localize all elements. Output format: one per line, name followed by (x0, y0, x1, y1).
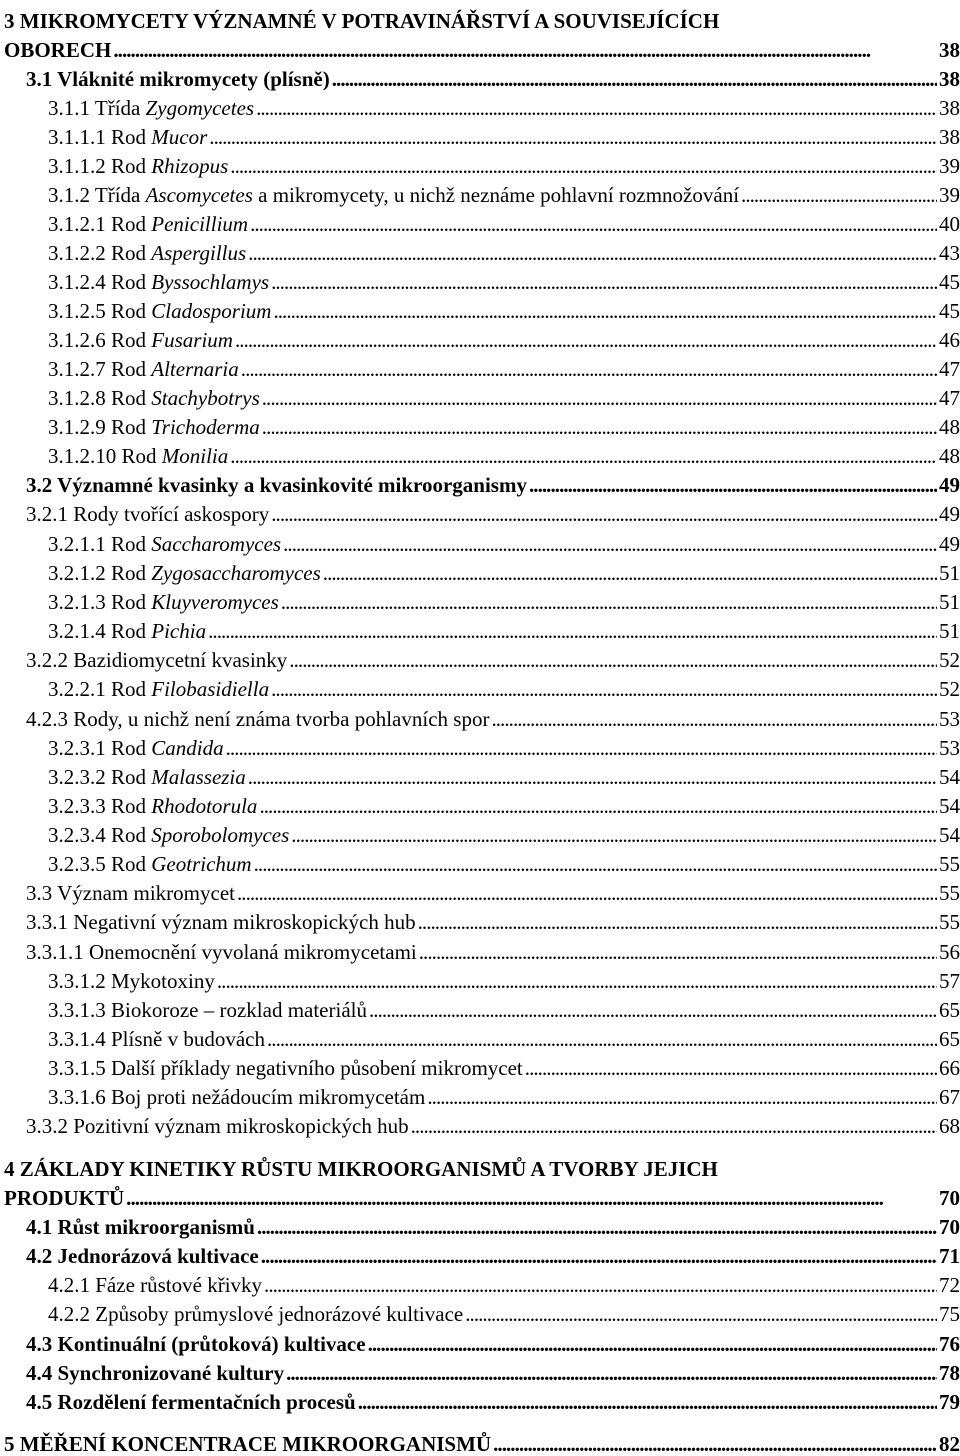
toc-page-number: 51 (939, 561, 960, 585)
toc-entry-title (48, 241, 246, 265)
toc-entry-title-part: 4.3 Kontinuální (průtoková) kultivace (26, 1332, 366, 1356)
toc-entry-title-part: 3.1.1 Třída (48, 96, 146, 120)
toc-entry-title-italic: Fusarium (151, 328, 233, 352)
toc-page-number: 56 (939, 940, 960, 964)
toc-entry-title-part: 4.2.2 Způsoby průmyslové jednorázové kultivace (48, 1302, 464, 1326)
toc-entry-title (26, 940, 417, 964)
toc-entry[interactable] (48, 818, 960, 847)
toc-page-number: 53 (939, 736, 960, 760)
dot-leader (261, 1244, 937, 1268)
toc-page-number: 47 (939, 386, 960, 410)
toc-entry-title-part: 3.1.2.5 Rod (48, 299, 152, 323)
dot-leader (259, 794, 937, 818)
toc-page-number: 57 (939, 969, 960, 993)
toc-entry[interactable] (48, 323, 960, 352)
dot-leader (465, 1302, 937, 1326)
dot-leader (113, 38, 937, 62)
toc-entry-title-italic: Kluyveromyces (151, 590, 279, 614)
toc-entry-title-part: OBORECH (4, 38, 112, 62)
dot-leader (230, 444, 937, 468)
toc-entry[interactable] (48, 993, 960, 1022)
toc-entry[interactable] (48, 760, 960, 789)
toc-entry-title-part: 3.2.1.1 Rod (48, 532, 152, 556)
toc-page-number: 46 (939, 328, 960, 352)
toc-entry-title (26, 648, 287, 672)
dot-leader (358, 1390, 937, 1414)
toc-entry[interactable] (48, 178, 960, 207)
toc-entry-title (48, 328, 233, 352)
toc-entry-title-part: 3.1.1.2 Rod (48, 154, 152, 178)
toc-entry-title-part: 3.1.2.8 Rod (48, 386, 152, 410)
dot-leader (368, 1332, 937, 1356)
toc-entry-title-italic: Monilia (161, 444, 229, 468)
toc-entry[interactable] (26, 702, 960, 731)
toc-page-number: 47 (939, 357, 960, 381)
toc-entry-title-part: 3.2.2 Bazidiomycetní kvasinky (26, 648, 288, 672)
toc-page-number: 38 (939, 96, 960, 120)
toc-chapter-heading: 4 ZÁKLADY KINETIKY RŮSTU MIKROORGANISMŮ A TVORBY JEJICH (4, 1157, 718, 1181)
toc-entry-title-part: 3.3.2 Pozitivní význam mikroskopických hub (26, 1114, 409, 1138)
dot-leader (126, 1186, 937, 1210)
toc-entry-title-part: 3.2 Významné kvasinky a kvasinkovité mikroorganismy (26, 473, 527, 497)
toc-entry[interactable] (48, 294, 960, 323)
toc-entry-title-part: 4.1 Růst mikroorganismů (26, 1215, 255, 1239)
toc-entry-title-italic: Pichia (151, 619, 207, 643)
toc-entry[interactable] (26, 497, 960, 526)
toc-page-number: 38 (939, 125, 960, 149)
toc-entry[interactable] (26, 62, 960, 91)
dot-leader (262, 415, 937, 439)
toc-page-number: 39 (939, 154, 960, 178)
dot-leader (248, 765, 937, 789)
toc-entry-title-part: 4.2.1 Fáze růstové křivky (48, 1273, 263, 1297)
toc-entry[interactable] (48, 91, 960, 120)
toc-entry-title-italic: Rhodotorula (151, 794, 258, 818)
toc-entry-title-italic: Zygosaccharomyces (151, 561, 321, 585)
toc-page-number: 52 (939, 648, 960, 672)
dot-leader (491, 707, 937, 731)
toc-entry-title (26, 707, 489, 731)
toc-entry-title (26, 473, 527, 497)
toc-page-number: 65 (939, 1027, 960, 1051)
dot-leader (271, 270, 937, 294)
toc-entry-title (26, 910, 416, 934)
toc-entry[interactable] (26, 1327, 960, 1356)
toc-page-number: 49 (939, 473, 960, 497)
toc-entry[interactable] (48, 527, 960, 556)
dot-leader (419, 940, 937, 964)
toc-entry-title-italic: Malassezia (151, 765, 246, 789)
toc-entry-title-italic: Rhizopus (151, 154, 229, 178)
toc-entry-title (48, 1027, 265, 1051)
dot-leader (208, 619, 937, 643)
toc-entry-title (48, 154, 228, 178)
toc-page-number: 79 (939, 1390, 960, 1414)
toc-entry-title-part: 3.1.2 Třída (48, 183, 146, 207)
dot-leader (291, 823, 937, 847)
toc-entry-title-italic: Byssochlamys (151, 270, 270, 294)
toc-entry-title (48, 736, 224, 760)
toc-page-number: 38 (939, 38, 960, 62)
toc-page-number: 72 (939, 1273, 960, 1297)
toc-entry-title-italic: Zygomycetes (145, 96, 255, 120)
toc-page-number: 45 (939, 299, 960, 323)
toc-entry-title-part: 3.2.3.4 Rod (48, 823, 152, 847)
dot-leader (209, 125, 937, 149)
toc-entry[interactable] (26, 876, 960, 905)
toc-entry-title (26, 67, 330, 91)
toc-page-number: 54 (939, 823, 960, 847)
toc-entry-title (26, 502, 269, 526)
toc-entry-title-part: 3.2.1 Rody tvořící askospory (26, 502, 270, 526)
toc-page-number: 70 (939, 1215, 960, 1239)
toc-entry[interactable] (26, 905, 960, 934)
toc-entry-title-part: 3.2.3.1 Rod (48, 736, 152, 760)
toc-entry[interactable] (48, 381, 960, 410)
dot-leader (525, 1056, 937, 1080)
toc-entry[interactable] (48, 207, 960, 236)
dot-leader (273, 299, 937, 323)
toc-entry[interactable] (26, 1109, 960, 1138)
toc-page-number: 65 (939, 998, 960, 1022)
toc-entry-title (26, 881, 235, 905)
toc-entry-title (48, 561, 321, 585)
toc-entry-title (48, 969, 215, 993)
toc-entry[interactable] (26, 1210, 960, 1239)
toc-entry-title (26, 1390, 356, 1414)
toc-entry[interactable] (48, 1297, 960, 1326)
toc-entry-title (48, 765, 246, 789)
toc-entry-title-part: 3.3.1.6 Boj proti nežádoucím mikromycetám (48, 1085, 426, 1109)
toc-page-number: 76 (939, 1332, 960, 1356)
toc-entry[interactable] (48, 672, 960, 701)
toc-entry[interactable] (48, 410, 960, 439)
toc-page-number: 51 (939, 619, 960, 643)
toc-page-number: 71 (939, 1244, 960, 1268)
toc-entry-title-part: a mikromycety, u nichž neznáme pohlavní rozmnožování (252, 183, 740, 207)
dot-leader (271, 502, 937, 526)
toc-page-number: 54 (939, 765, 960, 789)
toc-entry-title-italic: Ascomycetes (145, 183, 253, 207)
dot-leader (217, 969, 937, 993)
toc-entry-title (48, 96, 254, 120)
toc-entry-title-italic: Filobasidiella (151, 677, 270, 701)
dot-leader (271, 677, 937, 701)
toc-page-number: 48 (939, 444, 960, 468)
toc-entry-title-part: 3.3 Význam mikromycet (26, 881, 235, 905)
toc-page-number: 45 (939, 270, 960, 294)
dot-leader (248, 241, 937, 265)
toc-entry[interactable] (48, 439, 960, 468)
toc-entry-title (48, 794, 257, 818)
toc-entry-title-part: 3.1.2.7 Rod (48, 357, 152, 381)
dot-leader (257, 1215, 937, 1239)
toc-entry-title-part: 3.1.2.9 Rod (48, 415, 152, 439)
toc-entry-title (48, 444, 228, 468)
toc-entry-title (48, 183, 739, 207)
toc-entry-title-part: 4.4 Synchronizované kultury (26, 1361, 285, 1385)
toc-page-number: 70 (939, 1186, 960, 1210)
toc-entry-title (48, 532, 281, 556)
toc-entry[interactable] (4, 1427, 960, 1456)
toc-entry-title (48, 386, 260, 410)
dot-leader (741, 183, 937, 207)
toc-entry-title-part: 3.1.2.1 Rod (48, 212, 152, 236)
dot-leader (254, 852, 937, 876)
toc-entry-title-part: 5 MĚŘENÍ KONCENTRACE MIKROORGANISMŮ (4, 1432, 492, 1456)
toc-entry[interactable] (26, 1239, 960, 1268)
toc-page-number: 51 (939, 590, 960, 614)
toc-entry[interactable] (48, 1051, 960, 1080)
toc-entry-title (48, 270, 269, 294)
toc-entry[interactable] (48, 731, 960, 760)
toc-entry-title-italic: Sporobolomyces (151, 823, 290, 847)
toc-page-number: 43 (939, 241, 960, 265)
toc-entry-title (48, 299, 271, 323)
toc-entry-title-part: 3.3.1.2 Mykotoxiny (48, 969, 215, 993)
toc-page-number: 53 (939, 707, 960, 731)
dot-leader (281, 590, 937, 614)
toc-entry-title (48, 677, 269, 701)
toc-page-number: 55 (939, 881, 960, 905)
toc-entry[interactable] (48, 789, 960, 818)
toc-entry[interactable] (48, 149, 960, 178)
toc-entry-title-part: 4.5 Rozdělení fermentačních procesů (26, 1390, 356, 1414)
toc-entry-title-part: 3.1 Vláknité mikromycety (plísně) (26, 67, 330, 91)
toc-page-number: 66 (939, 1056, 960, 1080)
dot-leader (237, 881, 937, 905)
toc-entry[interactable] (26, 935, 960, 964)
toc-entry-title-part: PRODUKTŮ (4, 1186, 125, 1210)
toc-page-number: 40 (939, 212, 960, 236)
toc-entry-title-part: 4.2 Jednorázová kultivace (26, 1244, 259, 1268)
toc-entry-title-part: 3.2.3.5 Rod (48, 852, 152, 876)
toc-page-number: 82 (939, 1432, 960, 1456)
toc-entry-title-part: 3.3.1.5 Další příklady negativního působení mikromycet (48, 1056, 523, 1080)
toc-page-number: 49 (939, 532, 960, 556)
toc-entry-title-part: 3.3.1.3 Biokoroze – rozklad materiálů (48, 998, 367, 1022)
toc-entry[interactable] (48, 585, 960, 614)
toc-entry-title-part: 3.3.1.4 Plísně v budovách (48, 1027, 265, 1051)
toc-entry-title (26, 1332, 366, 1356)
toc-page-number: 75 (939, 1302, 960, 1326)
toc-entry[interactable] (48, 265, 960, 294)
toc-entry[interactable] (48, 1268, 960, 1297)
dot-leader (235, 328, 937, 352)
toc-entry-title-part: 3.2.1.3 Rod (48, 590, 152, 614)
toc-entry-title (4, 1186, 124, 1210)
toc-entry-title (48, 212, 248, 236)
toc-page-number: 54 (939, 794, 960, 818)
toc-entry[interactable] (26, 1356, 960, 1385)
toc-entry[interactable] (48, 1022, 960, 1051)
dot-leader (289, 648, 937, 672)
toc-entry-title-italic: Penicillium (151, 212, 249, 236)
toc-entry-title-part: 3.1.2.6 Rod (48, 328, 152, 352)
dot-leader (493, 1432, 937, 1456)
dot-leader (241, 357, 937, 381)
toc-entry-title (48, 998, 367, 1022)
toc-page-number: 55 (939, 852, 960, 876)
toc-page-number: 55 (939, 910, 960, 934)
toc-entry-title (26, 1244, 259, 1268)
toc-entry-title-italic: Alternaria (151, 357, 239, 381)
toc-entry-title (26, 1114, 409, 1138)
toc-entry-title-part: 3.1.1.1 Rod (48, 125, 152, 149)
toc-entry-title-italic: Cladosporium (151, 299, 272, 323)
toc-entry-title (48, 125, 207, 149)
toc-entry-title-italic: Geotrichum (151, 852, 252, 876)
toc-entry-title-part: 3.1.2.10 Rod (48, 444, 162, 468)
toc-entry-title-part: 4.2.3 Rody, u nichž není známa tvorba pohlavních spor (26, 707, 490, 731)
toc-entry[interactable] (4, 33, 960, 62)
toc-entry-title (48, 1302, 463, 1326)
toc-page-number: 39 (939, 183, 960, 207)
toc-entry-title-part: 3.1.2.2 Rod (48, 241, 152, 265)
dot-leader (418, 910, 937, 934)
toc-entry-title-italic: Aspergillus (151, 241, 247, 265)
dot-leader (323, 561, 937, 585)
toc-entry-title (48, 357, 239, 381)
toc-entry-title-italic: Stachybotrys (151, 386, 260, 410)
dot-leader (369, 998, 937, 1022)
toc-entry[interactable] (48, 352, 960, 381)
toc-entry[interactable] (48, 964, 960, 993)
toc-entry-title (26, 1215, 255, 1239)
toc-page-number: 48 (939, 415, 960, 439)
dot-leader (529, 473, 937, 497)
toc-entry-title (48, 590, 279, 614)
dot-leader (411, 1114, 937, 1138)
toc-page-number: 68 (939, 1114, 960, 1138)
toc-entry-title-part: 3.2.1.4 Rod (48, 619, 152, 643)
toc-entry[interactable] (48, 847, 960, 876)
toc-entry-title-part: 3.2.3.2 Rod (48, 765, 152, 789)
dot-leader (262, 386, 937, 410)
toc-entry[interactable] (48, 614, 960, 643)
toc-entry[interactable] (26, 468, 960, 497)
toc-entry-title-part: 3.2.1.2 Rod (48, 561, 152, 585)
toc-entry-title-italic: Trichoderma (151, 415, 260, 439)
toc-entry-title (48, 823, 289, 847)
dot-leader (283, 532, 937, 556)
toc-page-number: 49 (939, 502, 960, 526)
toc-entry[interactable] (48, 236, 960, 265)
toc-entry-title (26, 1361, 284, 1385)
toc-entry[interactable] (26, 1385, 960, 1414)
dot-leader (230, 154, 937, 178)
toc-entry[interactable] (48, 1080, 960, 1109)
toc-chapter-heading: 3 MIKROMYCETY VÝZNAMNÉ V POTRAVINÁŘSTVÍ A SOUVISEJÍCÍCH (4, 9, 720, 33)
toc-entry-title (48, 1056, 523, 1080)
toc-entry-title-part: 3.3.1 Negativní význam mikroskopických hub (26, 910, 416, 934)
toc-entry-title-italic: Candida (151, 736, 224, 760)
toc-entry-title-italic: Saccharomyces (151, 532, 282, 556)
toc-entry[interactable] (48, 556, 960, 585)
dot-leader (250, 212, 937, 236)
toc-entry-title-part: 3.2.3.3 Rod (48, 794, 152, 818)
toc-page-number: 67 (939, 1085, 960, 1109)
toc-entry[interactable] (26, 643, 960, 672)
dot-leader (286, 1361, 937, 1385)
toc-entry-title (48, 852, 252, 876)
toc-entry-title (48, 619, 206, 643)
toc-entry-title-italic: Mucor (151, 125, 208, 149)
toc-entry[interactable] (4, 1181, 960, 1210)
toc-page-number: 38 (939, 67, 960, 91)
toc-entry-title-part: 3.3.1.1 Onemocnění vyvolaná mikromycetami (26, 940, 417, 964)
toc-entry-title (48, 1085, 425, 1109)
dot-leader (427, 1085, 937, 1109)
dot-leader (256, 96, 937, 120)
dot-leader (264, 1273, 937, 1297)
toc-entry-title (48, 415, 260, 439)
toc-page-number: 52 (939, 677, 960, 701)
dot-leader (226, 736, 937, 760)
toc-entry-title (4, 38, 111, 62)
toc-entry-title (4, 1432, 491, 1456)
toc-entry-title-part: 3.1.2.4 Rod (48, 270, 152, 294)
dot-leader (332, 67, 937, 91)
toc-entry-title-part: 3.2.2.1 Rod (48, 677, 152, 701)
toc-page-number: 78 (939, 1361, 960, 1385)
dot-leader (267, 1027, 937, 1051)
toc-entry-title (48, 1273, 262, 1297)
toc-entry[interactable] (48, 120, 960, 149)
